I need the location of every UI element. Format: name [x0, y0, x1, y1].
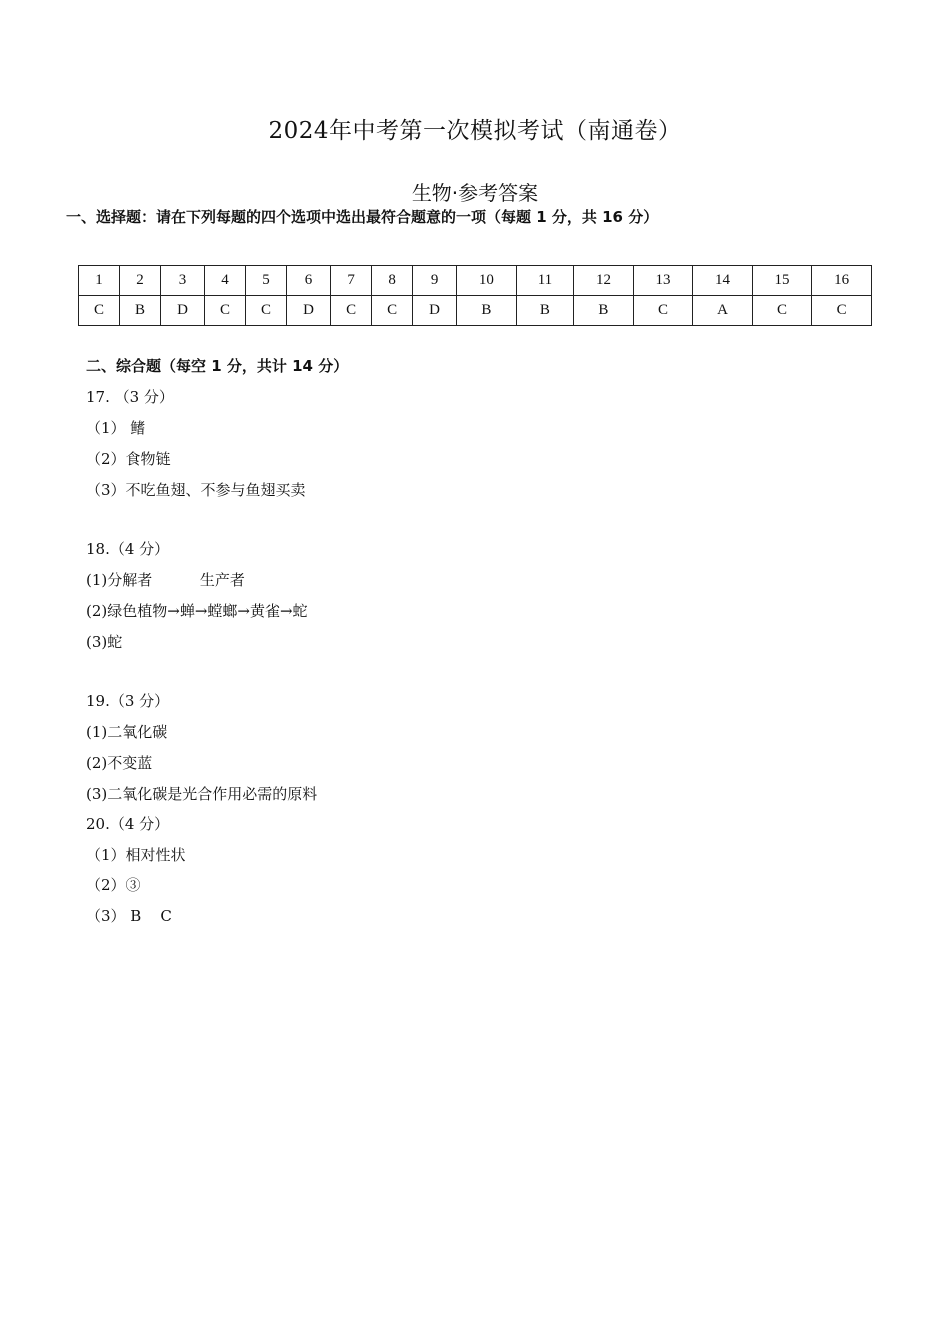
q20-answer-1: （1）相对性状 [86, 846, 186, 864]
question-number: 8 [372, 266, 413, 296]
answer-cell: C [246, 296, 287, 326]
answer-row [79, 296, 872, 326]
question-number: 15 [752, 266, 812, 296]
question-number: 12 [574, 266, 634, 296]
answer-cell: C [812, 296, 872, 326]
answer-cell: C [205, 296, 246, 326]
q18-answer-2: (2)绿色植物→蝉→螳螂→黄雀→蛇 [86, 602, 308, 620]
question-number: 13 [633, 266, 693, 296]
page-title: 2024年中考第一次模拟考试（南通卷） [268, 118, 682, 144]
answer-cell: C [633, 296, 693, 326]
q18-answer-3: (3)蛇 [86, 633, 123, 651]
question-number-row [79, 266, 872, 296]
answer-cell: B [574, 296, 634, 326]
question-number: 5 [246, 266, 287, 296]
section1-heading-line [66, 207, 658, 227]
answer-cell: D [160, 296, 204, 326]
question-number: 16 [812, 266, 872, 296]
answer-cell: A [693, 296, 753, 326]
question-number: 3 [160, 266, 204, 296]
question-number: 2 [119, 266, 160, 296]
question-number: 14 [693, 266, 753, 296]
q18-answer-1: (1)分解者 生产者 [86, 571, 245, 589]
answer-cell: C [752, 296, 812, 326]
question-number: 10 [457, 266, 517, 296]
question-number: 1 [79, 266, 120, 296]
q20-answer-3: （3） B C [86, 907, 172, 925]
q19-answer-1: (1)二氧化碳 [86, 723, 168, 741]
answer-cell: D [287, 296, 331, 326]
answer-cell: C [372, 296, 413, 326]
q17-answer-3: （3）不吃鱼翅、不参与鱼翅买卖 [86, 481, 306, 499]
q20-header: 20.（4 分） [86, 815, 170, 833]
question-number: 4 [205, 266, 246, 296]
answer-cell: D [413, 296, 457, 326]
answer-table [78, 265, 872, 326]
q19-header: 19.（3 分） [86, 692, 170, 710]
question-number: 6 [287, 266, 331, 296]
page-subtitle: 生物·参考答案 [411, 181, 539, 205]
section2-heading: 二、综合题（每空 1 分，共计 14 分） [86, 357, 349, 375]
question-number: 7 [331, 266, 372, 296]
answer-cell: B [516, 296, 574, 326]
answer-cell: B [119, 296, 160, 326]
answer-cell: B [457, 296, 517, 326]
answer-cell: C [331, 296, 372, 326]
answer-cell: C [79, 296, 120, 326]
question-number: 11 [516, 266, 574, 296]
q20-answer-2: （2）③ [86, 876, 141, 894]
q17-answer-2: （2）食物链 [86, 450, 171, 468]
q18-header: 18.（4 分） [86, 540, 170, 558]
q17-header: 17. （3 分） [86, 388, 174, 406]
q17-answer-1: （1） 鳍 [86, 419, 146, 437]
q19-answer-2: (2)不变蓝 [86, 754, 153, 772]
section1-instruction: 请在下列每题的四个选项中选出最符合题意的一项（每题 1 分，共 16 分） [156, 208, 659, 226]
question-number: 9 [413, 266, 457, 296]
section1-heading: 一、选择题： [66, 208, 157, 226]
q19-answer-3: (3)二氧化碳是光合作用必需的原料 [86, 785, 318, 803]
